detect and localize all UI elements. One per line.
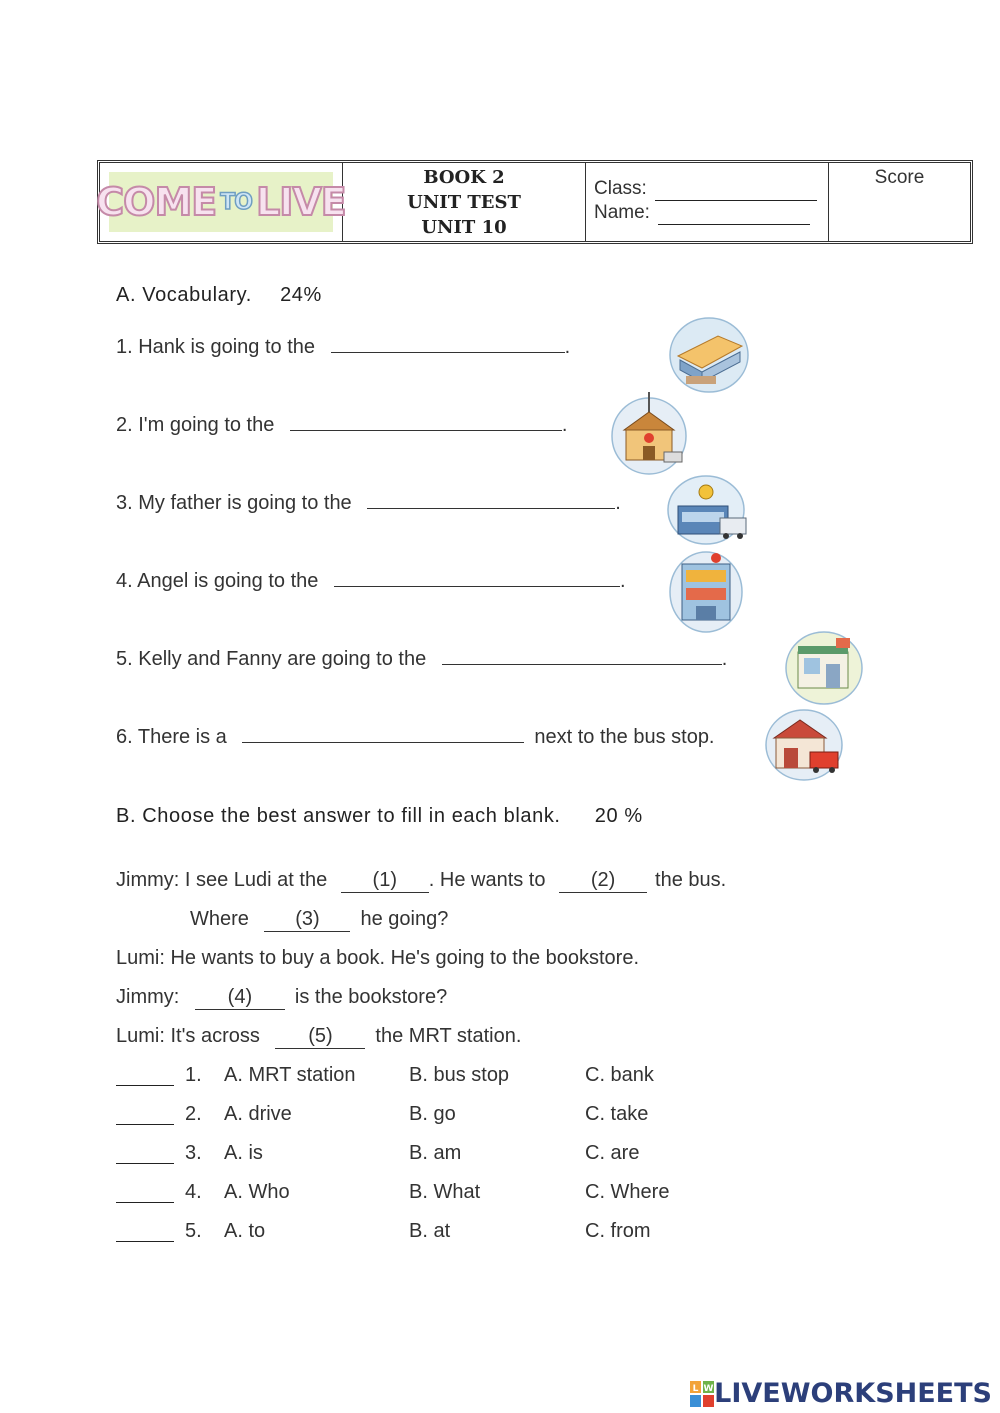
dialogue-text: Jimmy: I see Ludi at the bbox=[116, 869, 328, 891]
convenience-store-icon bbox=[784, 630, 864, 706]
name-field[interactable] bbox=[658, 210, 810, 225]
come-to-live-logo bbox=[96, 172, 346, 232]
option-a: A. MRT station bbox=[224, 1064, 356, 1086]
vocab-item-text: 5. Kelly and Fanny are going to the bbox=[116, 648, 427, 670]
fire-station-icon bbox=[764, 708, 844, 782]
class-label: Class: bbox=[594, 178, 647, 199]
unit-test-label: UNIT TEST bbox=[407, 191, 521, 213]
vocab-answer-3[interactable] bbox=[367, 507, 615, 509]
badge-letter: L bbox=[692, 1383, 699, 1394]
question-number: 2. bbox=[185, 1103, 202, 1125]
option-a: A. is bbox=[224, 1142, 263, 1164]
dialogue-line-5 bbox=[116, 1025, 521, 1049]
dialogue-blank-2: (2) bbox=[559, 869, 647, 893]
section-b-title: B. Choose the best answer to fill in each blank. bbox=[116, 805, 561, 827]
vocab-item-text: 1. Hank is going to the bbox=[116, 336, 316, 358]
vocab-item-end: next to the bus stop. bbox=[534, 726, 715, 748]
score-cell bbox=[829, 163, 970, 241]
dialogue-text: Lumi: He wants to buy a book. He's going to the bookstore. bbox=[116, 947, 640, 969]
class-field[interactable] bbox=[655, 186, 817, 201]
book-label: BOOK 2 bbox=[423, 166, 505, 188]
question-number: 5. bbox=[185, 1220, 202, 1242]
unit-number-label: UNIT 10 bbox=[421, 216, 507, 238]
dialogue-text: Lumi: It's across bbox=[116, 1025, 260, 1047]
badge-letter: W bbox=[703, 1383, 714, 1394]
vocab-answer-5[interactable] bbox=[442, 663, 722, 665]
logo-cell bbox=[96, 163, 346, 241]
department-store-icon bbox=[668, 548, 744, 634]
vocab-item-text: 6. There is a bbox=[116, 726, 227, 748]
liveworksheets-brand: LIVEWORKSHEETS bbox=[714, 1378, 992, 1409]
score-label: Score bbox=[874, 167, 925, 188]
vocab-item-text: 2. I'm going to the bbox=[116, 414, 275, 436]
vocab-item-6 bbox=[116, 726, 715, 749]
vocab-item-end: . bbox=[561, 414, 568, 436]
dialogue-text: Where bbox=[190, 908, 249, 930]
dialogue-text: . He wants to bbox=[428, 869, 546, 891]
vocab-item-text: 4. Angel is going to the bbox=[116, 570, 319, 592]
option-b: B. am bbox=[409, 1142, 462, 1164]
vocab-item-end: . bbox=[619, 570, 626, 592]
student-info-cell bbox=[586, 163, 829, 241]
vocab-item-5 bbox=[116, 648, 727, 671]
dialogue-text: the bus. bbox=[655, 869, 727, 891]
option-c: C. are bbox=[585, 1142, 640, 1164]
name-label: Name: bbox=[594, 202, 650, 223]
dialogue-line-3 bbox=[116, 947, 639, 970]
logo-word-come: COME bbox=[96, 180, 217, 224]
section-a-title: A. Vocabulary. bbox=[116, 284, 252, 306]
dialogue-text: is the bookstore? bbox=[294, 986, 448, 1008]
bank-icon bbox=[666, 474, 750, 546]
dialogue-blank-4: (4) bbox=[195, 986, 285, 1010]
option-a: A. drive bbox=[224, 1103, 292, 1125]
answer-field-4[interactable] bbox=[116, 1201, 174, 1203]
dialogue-line-2 bbox=[190, 908, 448, 932]
vocab-item-2 bbox=[116, 414, 567, 437]
question-number: 4. bbox=[185, 1181, 202, 1203]
dialogue-text: Jimmy: bbox=[116, 986, 180, 1008]
question-number: 3. bbox=[185, 1142, 202, 1164]
option-a: A. Who bbox=[224, 1181, 290, 1203]
option-b: B. bus stop bbox=[409, 1064, 510, 1086]
section-b-heading bbox=[116, 805, 643, 828]
book-title-cell bbox=[343, 163, 586, 241]
dialogue-blank-5: (5) bbox=[275, 1025, 365, 1049]
section-a-heading bbox=[116, 284, 322, 307]
option-b: B. at bbox=[409, 1220, 451, 1242]
dialogue-blank-1: (1) bbox=[341, 869, 429, 893]
option-c: C. take bbox=[585, 1103, 649, 1125]
vocab-answer-1[interactable] bbox=[331, 351, 565, 353]
dialogue-line-4 bbox=[116, 986, 447, 1010]
option-b: B. What bbox=[409, 1181, 481, 1203]
answer-field-2[interactable] bbox=[116, 1123, 174, 1125]
vocab-item-end: . bbox=[564, 336, 571, 358]
logo-word-live: LIVE bbox=[255, 180, 346, 224]
dialogue-text: the MRT station. bbox=[375, 1025, 522, 1047]
vocab-item-4 bbox=[116, 570, 626, 593]
answer-field-1[interactable] bbox=[116, 1084, 174, 1086]
answer-field-5[interactable] bbox=[116, 1240, 174, 1242]
dialogue-text: he going? bbox=[360, 908, 449, 930]
dialogue-blank-3: (3) bbox=[264, 908, 350, 932]
option-c: C. bank bbox=[585, 1064, 654, 1086]
section-a-percent: 24% bbox=[280, 284, 322, 306]
police-station-icon bbox=[610, 390, 688, 476]
vocab-item-text: 3. My father is going to the bbox=[116, 492, 352, 514]
vocab-item-end: . bbox=[721, 648, 728, 670]
question-number: 1. bbox=[185, 1064, 202, 1086]
dialogue-line-1 bbox=[116, 869, 726, 893]
logo-word-to: TO bbox=[220, 189, 252, 215]
liveworksheets-footer[interactable] bbox=[690, 1378, 992, 1409]
vocab-answer-2[interactable] bbox=[290, 429, 562, 431]
option-c: C. Where bbox=[585, 1181, 670, 1203]
option-c: C. from bbox=[585, 1220, 651, 1242]
option-b: B. go bbox=[409, 1103, 456, 1125]
mrt-station-icon bbox=[668, 316, 750, 394]
vocab-item-1 bbox=[116, 336, 570, 359]
answer-field-3[interactable] bbox=[116, 1162, 174, 1164]
section-b-percent: 20 % bbox=[594, 805, 643, 827]
vocab-item-end: . bbox=[615, 492, 621, 514]
option-a: A. to bbox=[224, 1220, 266, 1242]
liveworksheets-logo-icon bbox=[690, 1381, 714, 1407]
vocab-item-3 bbox=[116, 492, 621, 515]
vocab-answer-4[interactable] bbox=[334, 585, 620, 587]
vocab-answer-6[interactable] bbox=[242, 741, 524, 743]
header-table bbox=[97, 160, 973, 244]
